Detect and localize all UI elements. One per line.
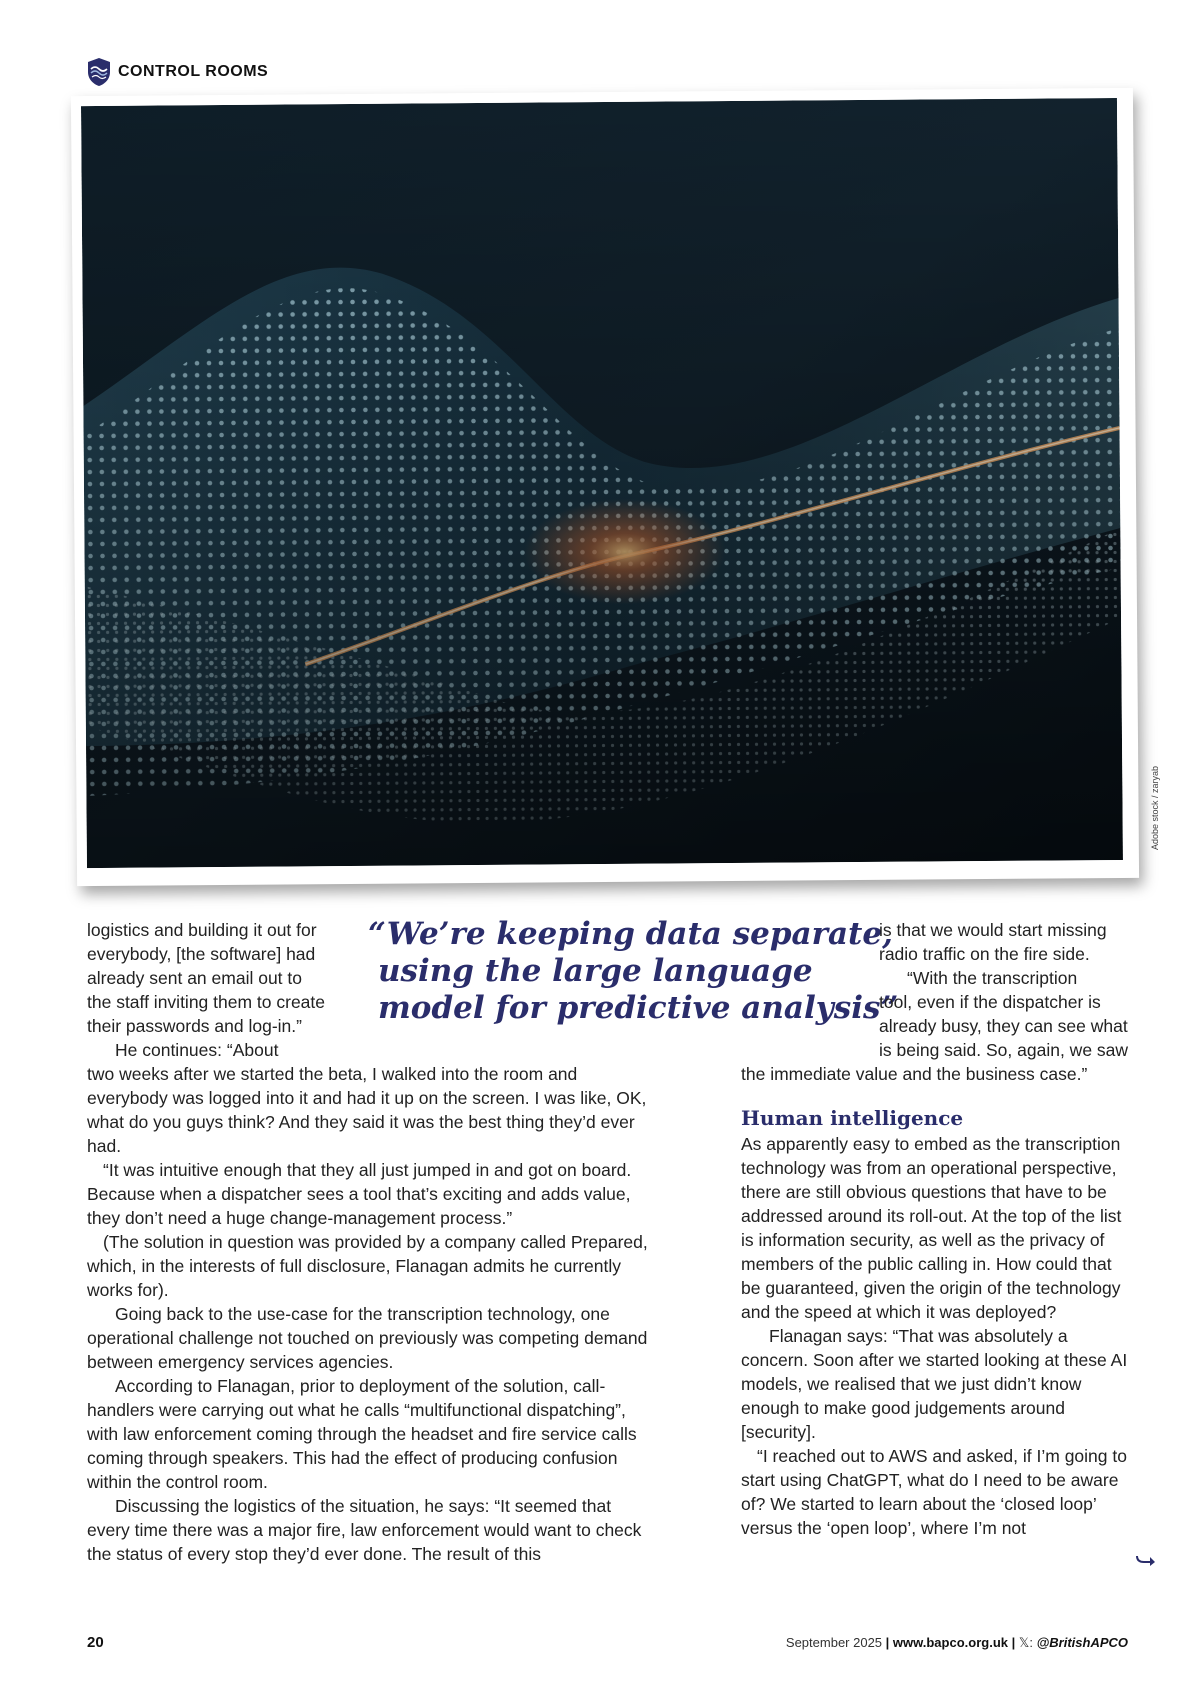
article-paragraph: (The solution in question was provided by a company called Prepared, which, in the interests of full disclosure, Flanagan admits he currently works for). (87, 1232, 648, 1300)
bapco-shield-logo (86, 57, 112, 87)
abstract-digital-wave-image (81, 98, 1123, 868)
footer-date: September 2025 (785, 1635, 883, 1650)
page-header (86, 57, 268, 87)
article-line: is being said. So, again, we saw (879, 1040, 1129, 1060)
article-paragraph: Flanagan says: “That was absolutely a concern. Soon after we started looking at these AI models, we realised that we just didn’t know enough to make good judgements around [security]. (741, 1326, 1128, 1442)
article-paragraph: Discussing the logistics of the situation, he says: “It seemed that every time there was a major fire, law enforcement would want to check the status of every stop they’d ever done. The result of this (87, 1496, 642, 1564)
article-right-intro (879, 918, 1139, 1062)
article-line: radio traffic on the fire side. (879, 944, 1090, 964)
footer-website-link[interactable]: www.bapco.org.uk (892, 1635, 1008, 1650)
article-paragraph: two weeks after we started the beta, I walked into the room and everybody was logged into it and had it up on the screen. I was like, OK, what do you guys think? And they said it was the best thing they’d ever had. (87, 1064, 647, 1156)
feature-photo (71, 88, 1139, 886)
x-icon: 𝕏: (1018, 1635, 1033, 1650)
article-line: their passwords and log-in.” (87, 1016, 302, 1036)
article-paragraph: Going back to the use-case for the transcription technology, one operational challenge not touched on previously was competing demand between emergency services agencies. (87, 1304, 648, 1372)
page-footer: September 2025 | www.bapco.org.uk | 𝕏: @BritishAPCO (785, 1635, 1128, 1650)
article-line: everybody, [the software] had (87, 944, 316, 964)
article-left-column (87, 1062, 657, 1566)
pull-quote-line: using the large language (378, 953, 813, 989)
article-paragraph: “It was intuitive enough that they all just jumped in and got on board. Because when a dispatcher sees a tool that’s exciting and adds value, they don’t need a huge change-management process.” (87, 1160, 632, 1228)
article-line: is that we would start missing (879, 920, 1107, 940)
page-number: 20 (87, 1634, 104, 1651)
article-line: “With the transcription (907, 968, 1078, 988)
article-paragraph: According to Flanagan, prior to deployment of the solution, call-handlers were carrying out what he calls “multifunctional dispatching”, with law enforcement coming through the headset and fire service calls coming through speakers. This had the effect of producing confusion within the control room. (87, 1376, 637, 1492)
article-line: already sent an email out to (87, 968, 302, 988)
article-line: tool, even if the dispatcher is (879, 992, 1101, 1012)
article-right-column (741, 1062, 1131, 1540)
footer-social-handle[interactable]: @BritishAPCO (1036, 1635, 1128, 1650)
article-paragraph: “I reached out to AWS and asked, if I’m going to start using ChatGPT, what do I need to be aware of? We started to learn about the ‘closed loop’ versus the ‘open loop’, where I’m not (741, 1446, 1127, 1538)
article-paragraph: As apparently easy to embed as the transcription technology was from an operational perspective, there are still obvious questions that have to be addressed around its roll-out. At the top of the list is information security, as well as the privacy of members of the public calling in. How could that be guaranteed, given the origin of the technology and the speed at which it was deployed? (741, 1134, 1122, 1322)
pull-quote-line: “We’re keeping data separate, (368, 916, 893, 952)
article-left-intro (87, 918, 347, 1062)
article-line: logistics and building it out for (87, 920, 317, 940)
continue-arrow-icon (1136, 1552, 1156, 1566)
article-line: the staff inviting them to create (87, 992, 326, 1012)
article-paragraph: the immediate value and the business case.” (741, 1064, 1088, 1084)
pull-quote-line: model for predictive analysis” (378, 990, 899, 1026)
pull-quote (368, 916, 899, 1027)
article-line: already busy, they can see what (879, 1016, 1128, 1036)
section-label: CONTROL ROOMS (118, 63, 269, 80)
article-line: He continues: “About (115, 1040, 279, 1060)
photo-credit: Adobe stock / zaryab (1150, 765, 1160, 850)
subheading: Human intelligence (741, 1106, 964, 1130)
